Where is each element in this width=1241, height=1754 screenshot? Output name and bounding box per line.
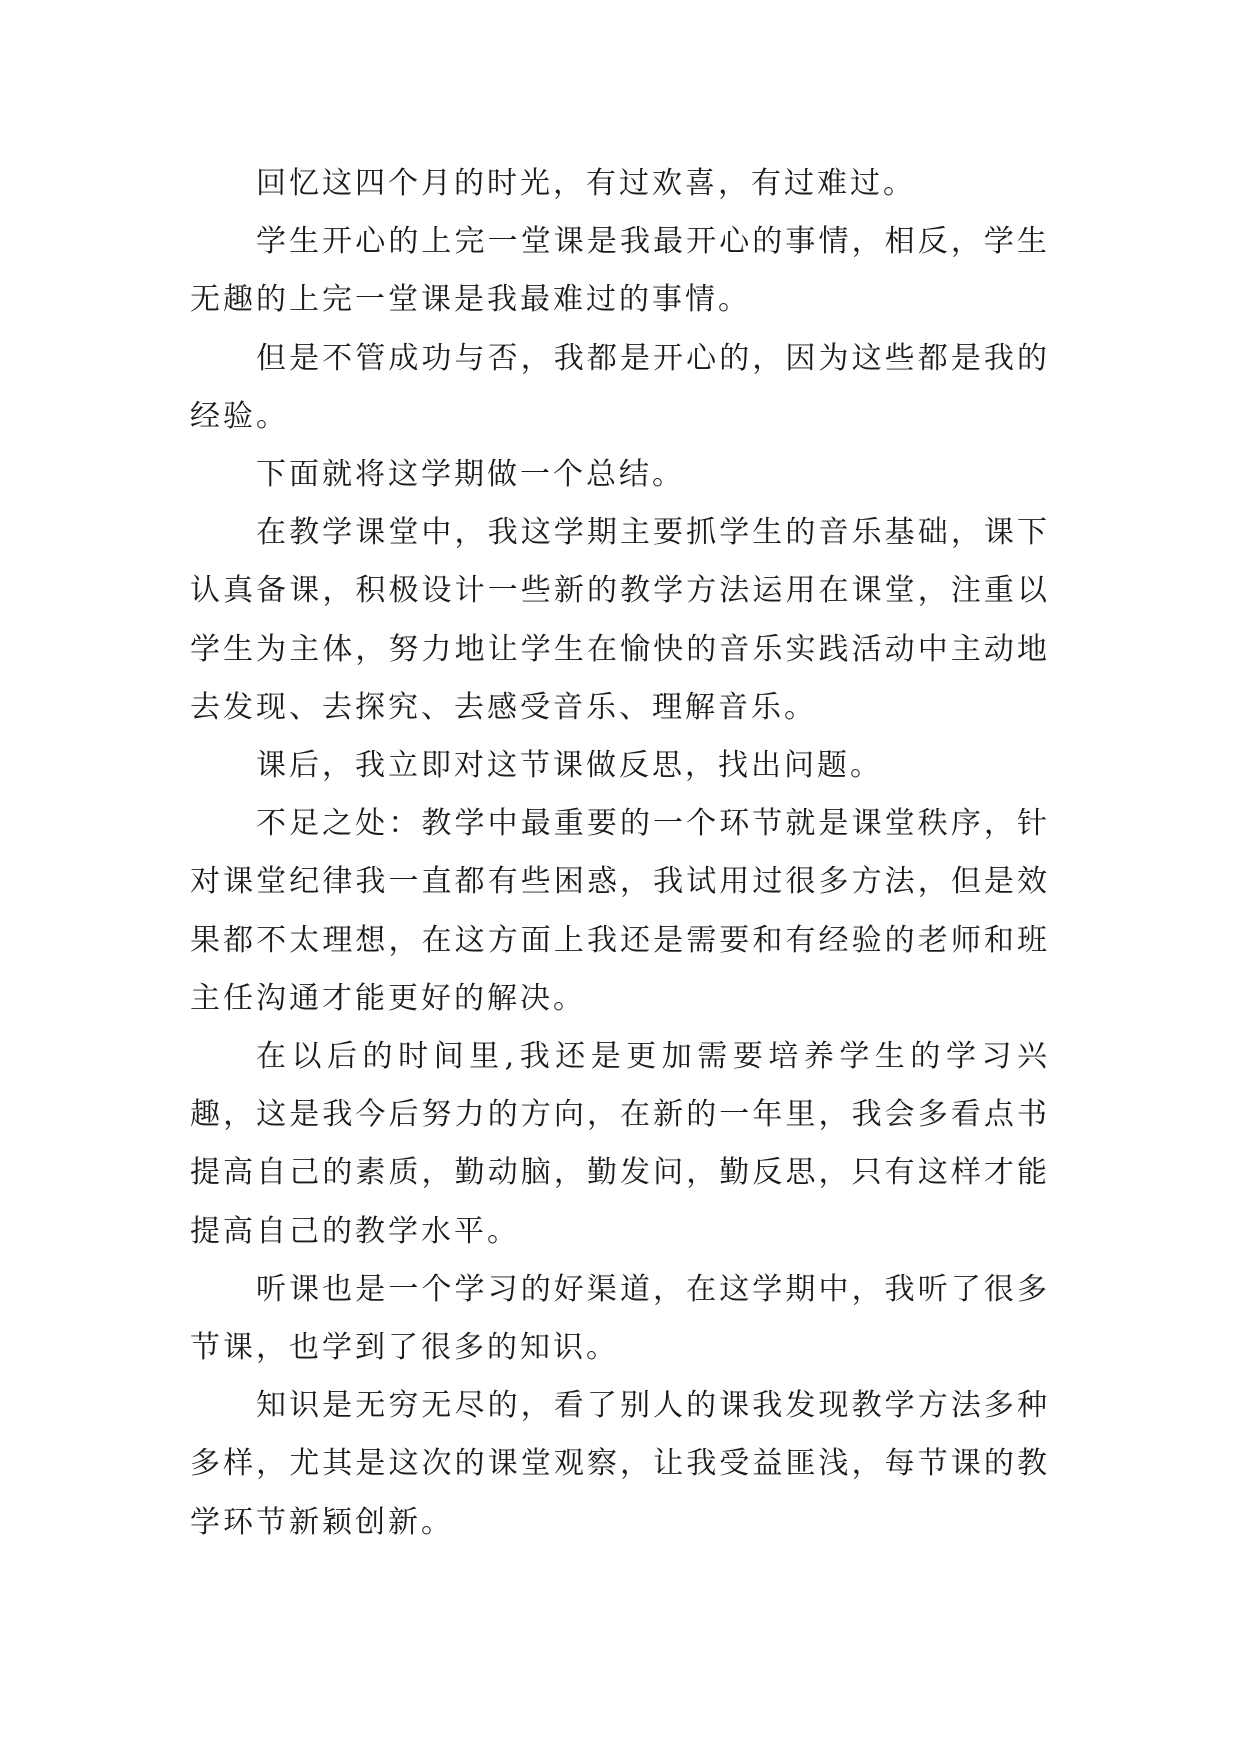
paragraph-7: 不足之处：教学中最重要的一个环节就是课堂秩序，针对课堂纪律我一直都有些困惑，我试用过很多方法，但是效果都不太理想，在这方面上我还是需要和有经验的老师和班主任沟通才能更好的解决。 <box>190 806 1050 1016</box>
paragraph-3: 但是不管成功与否，我都是开心的，因为这些都是我的经验。 <box>190 340 1050 434</box>
paragraph-9: 听课也是一个学习的好渠道，在这学期中，我听了很多节课，也学到了很多的知识。 <box>190 1271 1050 1366</box>
paragraph-2: 学生开心的上完一堂课是我最开心的事情，相反，学生无趣的上完一堂课是我最难过的事情。 <box>190 224 1050 318</box>
paragraph-1: 回忆这四个月的时光，有过欢喜，有过难过。 <box>256 166 916 201</box>
paragraph-5: 在教学课堂中，我这学期主要抓学生的音乐基础，课下认真备课，积极设计一些新的教学方法运用在课堂，注重以学生为主体，努力地让学生在愉快的音乐实践活动中主动地去发现、去探究、去感受音乐、理解音乐。 <box>190 515 1050 725</box>
document-body <box>190 155 1050 1552</box>
paragraph-6: 课后，我立即对这节课做反思，找出问题。 <box>256 748 883 784</box>
paragraph-4: 下面就将这学期做一个总结。 <box>256 457 685 493</box>
paragraph-10: 知识是无穷无尽的，看了别人的课我发现教学方法多种多样，尤其是这次的课堂观察，让我受益匪浅，每节课的教学环节新颖创新。 <box>190 1388 1050 1540</box>
paragraph-8: 在以后的时间里,我还是更加需要培养学生的学习兴趣，这是我今后努力的方向，在新的一年里，我会多看点书提高自己的素质，勤动脑，勤发问，勤反思，只有这样才能提高自己的教学水平。 <box>190 1039 1050 1249</box>
